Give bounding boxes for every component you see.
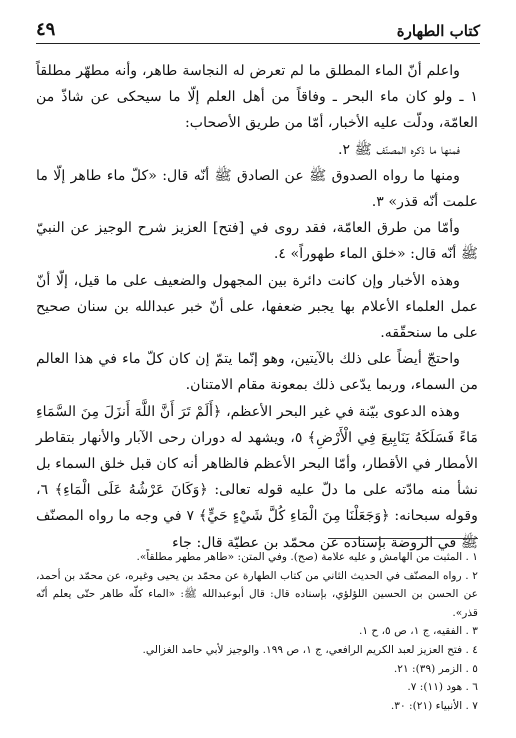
footnotes <box>36 548 478 715</box>
footnote: ٦ . هود (١١): ٧. <box>407 681 478 694</box>
paragraph: وهذه الأخبار وإن كانت دائرة بين المجهول والضعيف على ما قيل، إلّا أنّ عمل العلماء الأعلام بها يجبر ضعفها، على أنّ خبر عبدالله بن سنان صحيح على ما سنحقّقه. <box>36 272 478 342</box>
footnote-separator <box>328 538 478 539</box>
main-text <box>36 58 478 556</box>
page-header <box>36 18 480 40</box>
paragraph: واعلم أنّ الماء المطلق ما لم تعرض له النجاسة طاهر، وأنه مطهّر مطلقاً ١ ـ ولو كان ماء البحر ـ وفاقاً من أهل العلم إلّا ما سيحكى عن شاذّ من العامّة، ودلّت عليه الأخبار، أمّا من طريق الأصحاب: <box>36 63 478 132</box>
paragraph: واحتجّ أيضاً على ذلك بالآيتين، وهو إنّما يتمّ إن كان كلّ ماء في هذا العالم من السماء، وربما يدّعى ذلك بمعونة مقام الامتنان. <box>36 351 478 394</box>
header-rule <box>36 43 480 44</box>
footnote: ٤ . فتح العزيز لعبد الكريم الرافعي، ج ١، ص ١٩٩. والوجيز لأبي حامد الغزالي. <box>142 643 478 656</box>
footnote: ١ . المثبت من الهامش و عليه علامة (صح). وفي المتن: «طاهر مطهر مطلقاً». <box>136 551 478 563</box>
footnote: ٧ . الأنبياء (٢١): ٣٠. <box>390 699 478 712</box>
paragraph: وأمّا من طرق العامّة، فقد روى في [فتح] العزيز شرح الوجيز عن النبيّ ﷺ أنّه قال: «خلق الماء طهوراً» ٤. <box>36 220 478 263</box>
paragraph: وهذه الدعوى بيّنة في غير البحر الأعظم، ﴿أَلَمْ تَرَ أَنَّ اللَّهَ أَنزَلَ مِنَ السَّمَاءِ مَاءً فَسَلَكَهُ يَنَابِيعَ فِي الْأَرْضِ﴾ ٥، ويشهد له دوران رحى الآبار والأنهار بتقاطر الأمطار في الأقطار، وأمّا البحر الأعظم فالظاهر أنه كان قبل خلق السماء بل نشأ منه مادّته على ما دلّ عليه قوله تعالى: ﴿وَكَانَ عَرْشُهُ عَلَى الْمَاءِ﴾ ٦، وقوله سبحانه: ﴿وَجَعَلْنَا مِنَ الْمَاءِ كُلَّ شَيْءٍ حَيٍّ﴾ ٧ في وجه ما رواه المصنّف ﷺ في الروضة بإسناده عن محمّد بن عطيّة قال: جاء <box>36 403 479 551</box>
running-title: كتاب الطهارة <box>396 22 480 40</box>
page-number: ٤٩ <box>36 19 56 40</box>
footnote: ٣ . الفقيه، ج ١، ص ٥، ح ١. <box>358 625 478 638</box>
paragraph: فمنها ما ذكره المصنّف ﷺ ٢. <box>338 141 460 158</box>
paragraph: ومنها ما رواه الصدوق ﷺ عن الصادق ﷺ أنّه قال: «كلّ ماء طاهر إلّا ما علمت أنّه قذر» ٣. <box>36 167 478 211</box>
footnote: ٢ . رواه المصنّف في الحديث الثاني من كتاب الطهارة عن محمّد بن يحيى وغيره، عن محمّد بن أحمد، عن الحسن بن الحسين اللؤلؤي، بإسناده قال: قال أبوعبدالله ﷺ: «الماء كلّه طاهر حتّى يعلم أنّه قذر». <box>36 569 478 619</box>
footnote: ٥ . الزمر (٣٩): ٢١. <box>393 662 478 675</box>
